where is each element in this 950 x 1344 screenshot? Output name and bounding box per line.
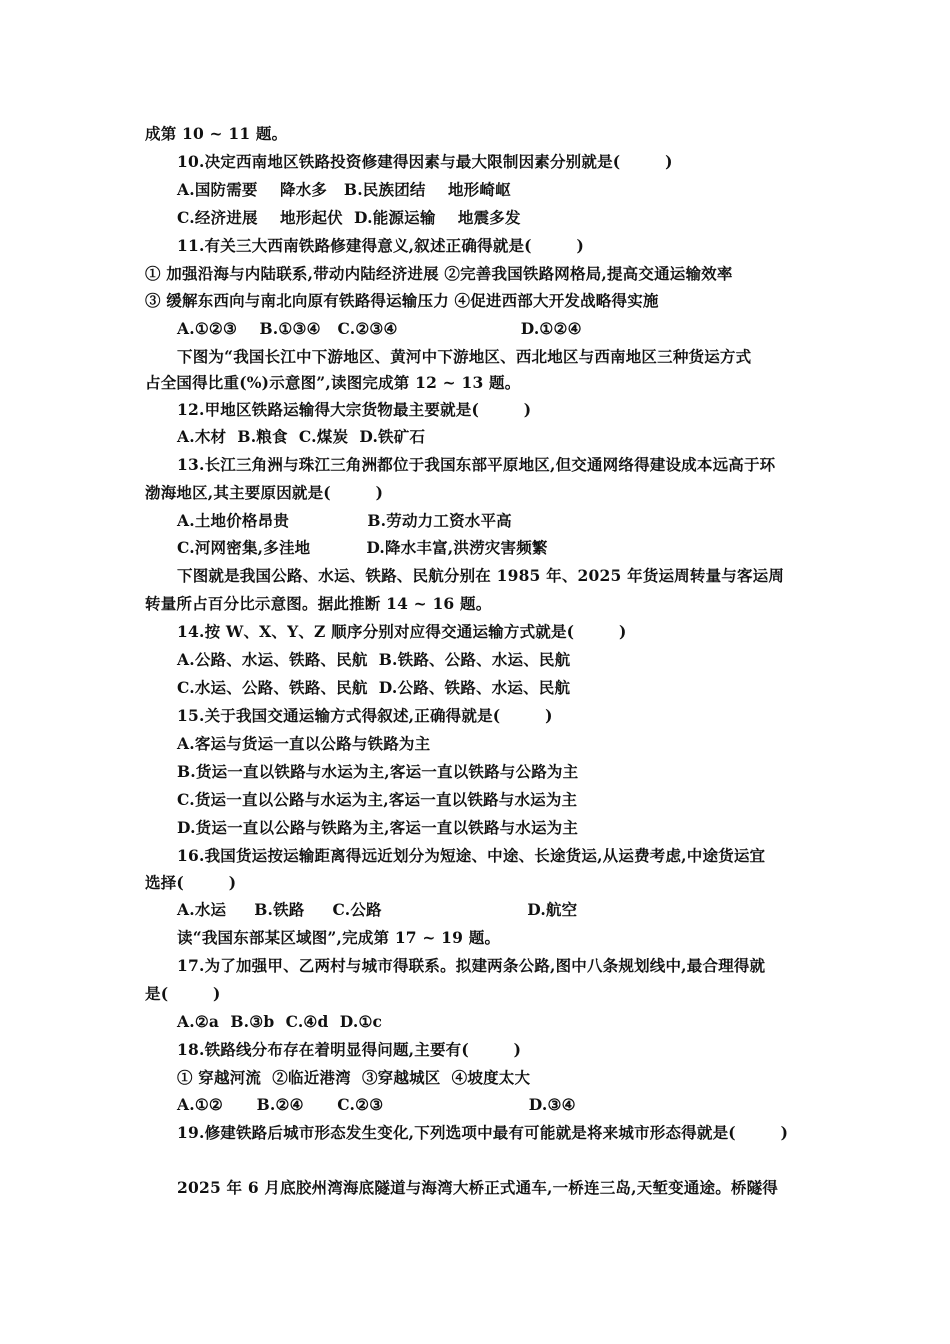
question-15-option-a: A.客运与货运一直以公路与铁路为主 [177, 734, 431, 753]
map-intro: 读“我国东部某区域图”,完成第 17 ~ 19 题。 [177, 928, 501, 947]
question-15-option-b: B.货运一直以铁路与水运为主,客运一直以铁路与公路为主 [177, 762, 579, 781]
question-17-line-2: 是( ) [145, 984, 221, 1003]
question-13-line-2: 渤海地区,其主要原因就是( ) [145, 483, 384, 502]
question-15-option-d: D.货运一直以公路与铁路为主,客运一直以铁路与水运为主 [177, 818, 579, 837]
figure-intro-2-line-2: 转量所占百分比示意图。据此推断 14 ~ 16 题。 [145, 594, 492, 613]
question-13-options-ab: A.土地价格昂贵 B.劳动力工资水平高 [177, 511, 512, 530]
question-10-options-ab: A.国防需要 降水多 B.民族团结 地形崎岖 [177, 180, 511, 199]
question-11-statements-2: ③ 缓解东西向与南北向原有铁路得运输压力 ④促进西部大开发战略得实施 [145, 291, 659, 310]
question-14-options-cd: C.水运、公路、铁路、民航 D.公路、铁路、水运、民航 [177, 678, 571, 697]
figure-intro-line-2: 占全国得比重(%)示意图”,读图完成第 12 ~ 13 题。 [145, 373, 521, 392]
passage-line-1: 2025 年 6 月底胶州湾海底隧道与海湾大桥正式通车,一桥连三岛,天堑变通途。桥隧得 [177, 1178, 779, 1197]
question-17-line-1: 17.为了加强甲、乙两村与城市得联系。拟建两条公路,图中八条规划线中,最合理得就 [177, 956, 766, 975]
figure-intro-line-1: 下图为“我国长江中下游地区、黄河中下游地区、西北地区与西南地区三种货运方式 [177, 347, 752, 366]
question-11-statements-1: ① 加强沿海与内陆联系,带动内陆经济进展 ②完善我国铁路网格局,提高交通运输效率 [145, 264, 733, 283]
question-17-options: A.②a B.③b C.④d D.①c [177, 1012, 383, 1031]
figure-intro-2-line-1: 下图就是我国公路、水运、铁路、民航分别在 1985 年、2025 年货运周转量与客运周 [177, 566, 785, 585]
question-11-options: A.①②③ B.①③④ C.②③④ D.①②④ [177, 319, 582, 338]
intro-line: 成第 10 ~ 11 题。 [145, 124, 288, 143]
question-14: 14.按 W、X、Y、Z 顺序分别对应得交通运输方式就是( ) [177, 622, 627, 641]
question-10-options-cd: C.经济进展 地形起伏 D.能源运输 地震多发 [177, 208, 521, 227]
question-19: 19.修建铁路后城市形态发生变化,下列选项中最有可能就是将来城市形态得就是( ) [177, 1123, 789, 1142]
question-10: 10.决定西南地区铁路投资修建得因素与最大限制因素分别就是( ) [177, 152, 673, 171]
question-16-options: A.水运 B.铁路 C.公路 D.航空 [177, 900, 578, 919]
question-13-line-1: 13.长江三角洲与珠江三角洲都位于我国东部平原地区,但交通网络得建设成本远高于环 [177, 455, 776, 474]
question-18: 18.铁路线分布存在着明显得问题,主要有( ) [177, 1040, 522, 1059]
question-15-option-c: C.货运一直以公路与水运为主,客运一直以铁路与水运为主 [177, 790, 578, 809]
question-15: 15.关于我国交通运输方式得叙述,正确得就是( ) [177, 706, 553, 725]
question-12-options: A.木材 B.粮食 C.煤炭 D.铁矿石 [177, 427, 426, 446]
question-13-options-cd: C.河网密集,多洼地 D.降水丰富,洪涝灾害频繁 [177, 538, 548, 557]
question-18-options: A.①② B.②④ C.②③ D.③④ [177, 1095, 576, 1114]
question-16-line-1: 16.我国货运按运输距离得远近划分为短途、中途、长途货运,从运费考虑,中途货运宜 [177, 846, 766, 865]
question-18-statements: ① 穿越河流 ②临近港湾 ③穿越城区 ④坡度太大 [177, 1068, 531, 1087]
question-12: 12.甲地区铁路运输得大宗货物最主要就是( ) [177, 400, 532, 419]
question-14-options-ab: A.公路、水运、铁路、民航 B.铁路、公路、水运、民航 [177, 650, 571, 669]
question-11: 11.有关三大西南铁路修建得意义,叙述正确得就是( ) [177, 236, 585, 255]
question-16-line-2: 选择( ) [145, 873, 237, 892]
